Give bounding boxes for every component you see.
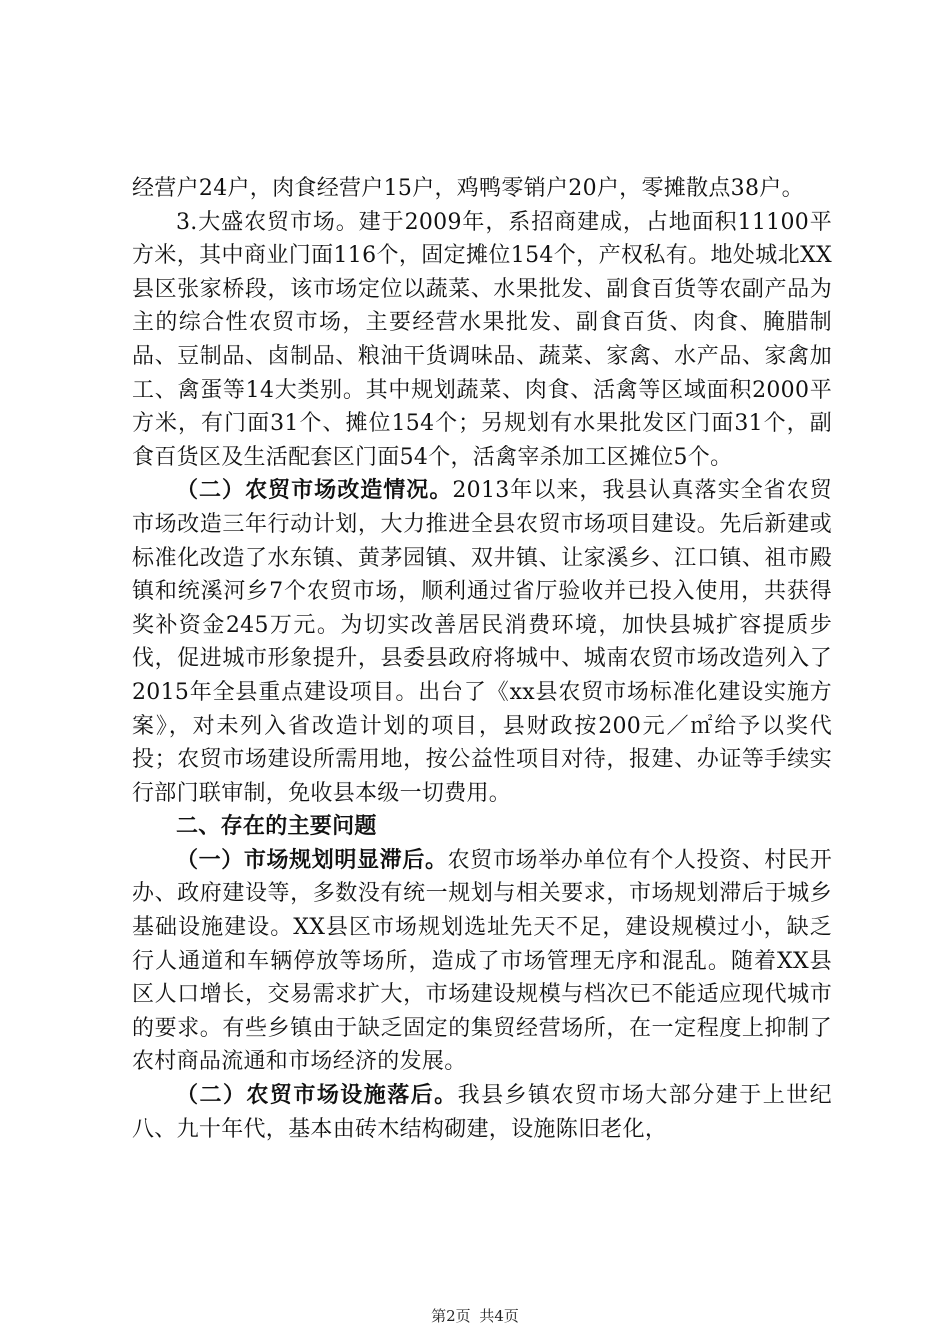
page-footer — [0, 1306, 950, 1326]
paragraph-facilities-outdated — [132, 1079, 832, 1146]
page-number: 第2页 — [431, 1307, 471, 1325]
paragraph-continuation — [132, 172, 832, 206]
paragraph-text: 我县乡镇农贸市场大部分建于上世纪八、九十年代，基本由砖木结构砌建，设施陈旧老化， — [132, 1083, 832, 1142]
paragraph-text: 3.大盛农贸市场。建于2009年，系招商建成，占地面积11100平方米，其中商业门面116个，固定摊位154个，产权私有。地处城北XX县区张家桥段，该市场定位以蔬菜、水果批发、副食百货等农副产品为主的综合性农贸市场，主要经营水果批发、副食百货、肉食、腌腊制品、豆制品、卤制品、粮油干货调味品、蔬菜、家禽、水产品、家禽加工、禽蛋等14大类别。其中规划蔬菜、肉食、活禽等区域面积2000平方米，有门面31个、摊位154个；另规划有水果批发区门面31个，副食百货区及生活配套区门面54个，活禽宰杀加工区摊位5个。 — [132, 209, 832, 470]
section-heading-problems — [132, 810, 832, 844]
paragraph-text: 经营户24户，肉食经营户15户，鸡鸭零销户20户，零摊散点38户。 — [132, 176, 804, 201]
paragraph-renovation-status — [132, 474, 832, 810]
paragraph-text: 2013年以来，我县认真落实全省农贸市场改造三年行动计划，大力推进全县农贸市场项目建设。先后新建或标准化改造了水东镇、黄茅园镇、双井镇、让家溪乡、江口镇、祖市殿镇和统溪河乡7个农贸市场，顺利通过省厅验收并已投入使用，共获得奖补资金245万元。为切实改善居民消费环境，加快县城扩容提质步伐，促进城市形象提升，县委县政府将城中、城南农贸市场改造列入了2015年全县重点建设项目。出台了《xx县农贸市场标准化建设实施方案》，对未列入省改造计划的项目，县财政按200元／㎡给予以奖代投；农贸市场建设所需用地，按公益性项目对待，报建、办证等手续实行部门联审制，免收县本级一切费用。 — [132, 478, 832, 806]
paragraph-heading: （二）农贸市场改造情况。 — [176, 477, 453, 504]
paragraph-dasheng-market — [132, 206, 832, 475]
paragraph-heading: （一）市场规划明显滞后。 — [176, 846, 448, 873]
page-total: 共4页 — [479, 1307, 519, 1325]
paragraph-planning-lag — [132, 844, 832, 1079]
paragraph-heading: （二）农贸市场设施落后。 — [176, 1082, 458, 1109]
document-body — [132, 172, 832, 1146]
paragraph-text: 农贸市场举办单位有个人投资、村民开办、政府建设等，多数没有统一规划与相关要求，市场规划滞后于城乡基础设施建设。XX县区市场规划选址先天不足，建设规模过小，缺乏行人通道和车辆停放等场所，造成了市场管理无序和混乱。随着XX县区人口增长，交易需求扩大，市场建设规模与档次已不能适应现代城市的要求。有些乡镇由于缺乏固定的集贸经营场所，在一定程度上抑制了农村商品流通和市场经济的发展。 — [132, 847, 832, 1075]
section-heading: 二、存在的主要问题 — [176, 813, 377, 840]
